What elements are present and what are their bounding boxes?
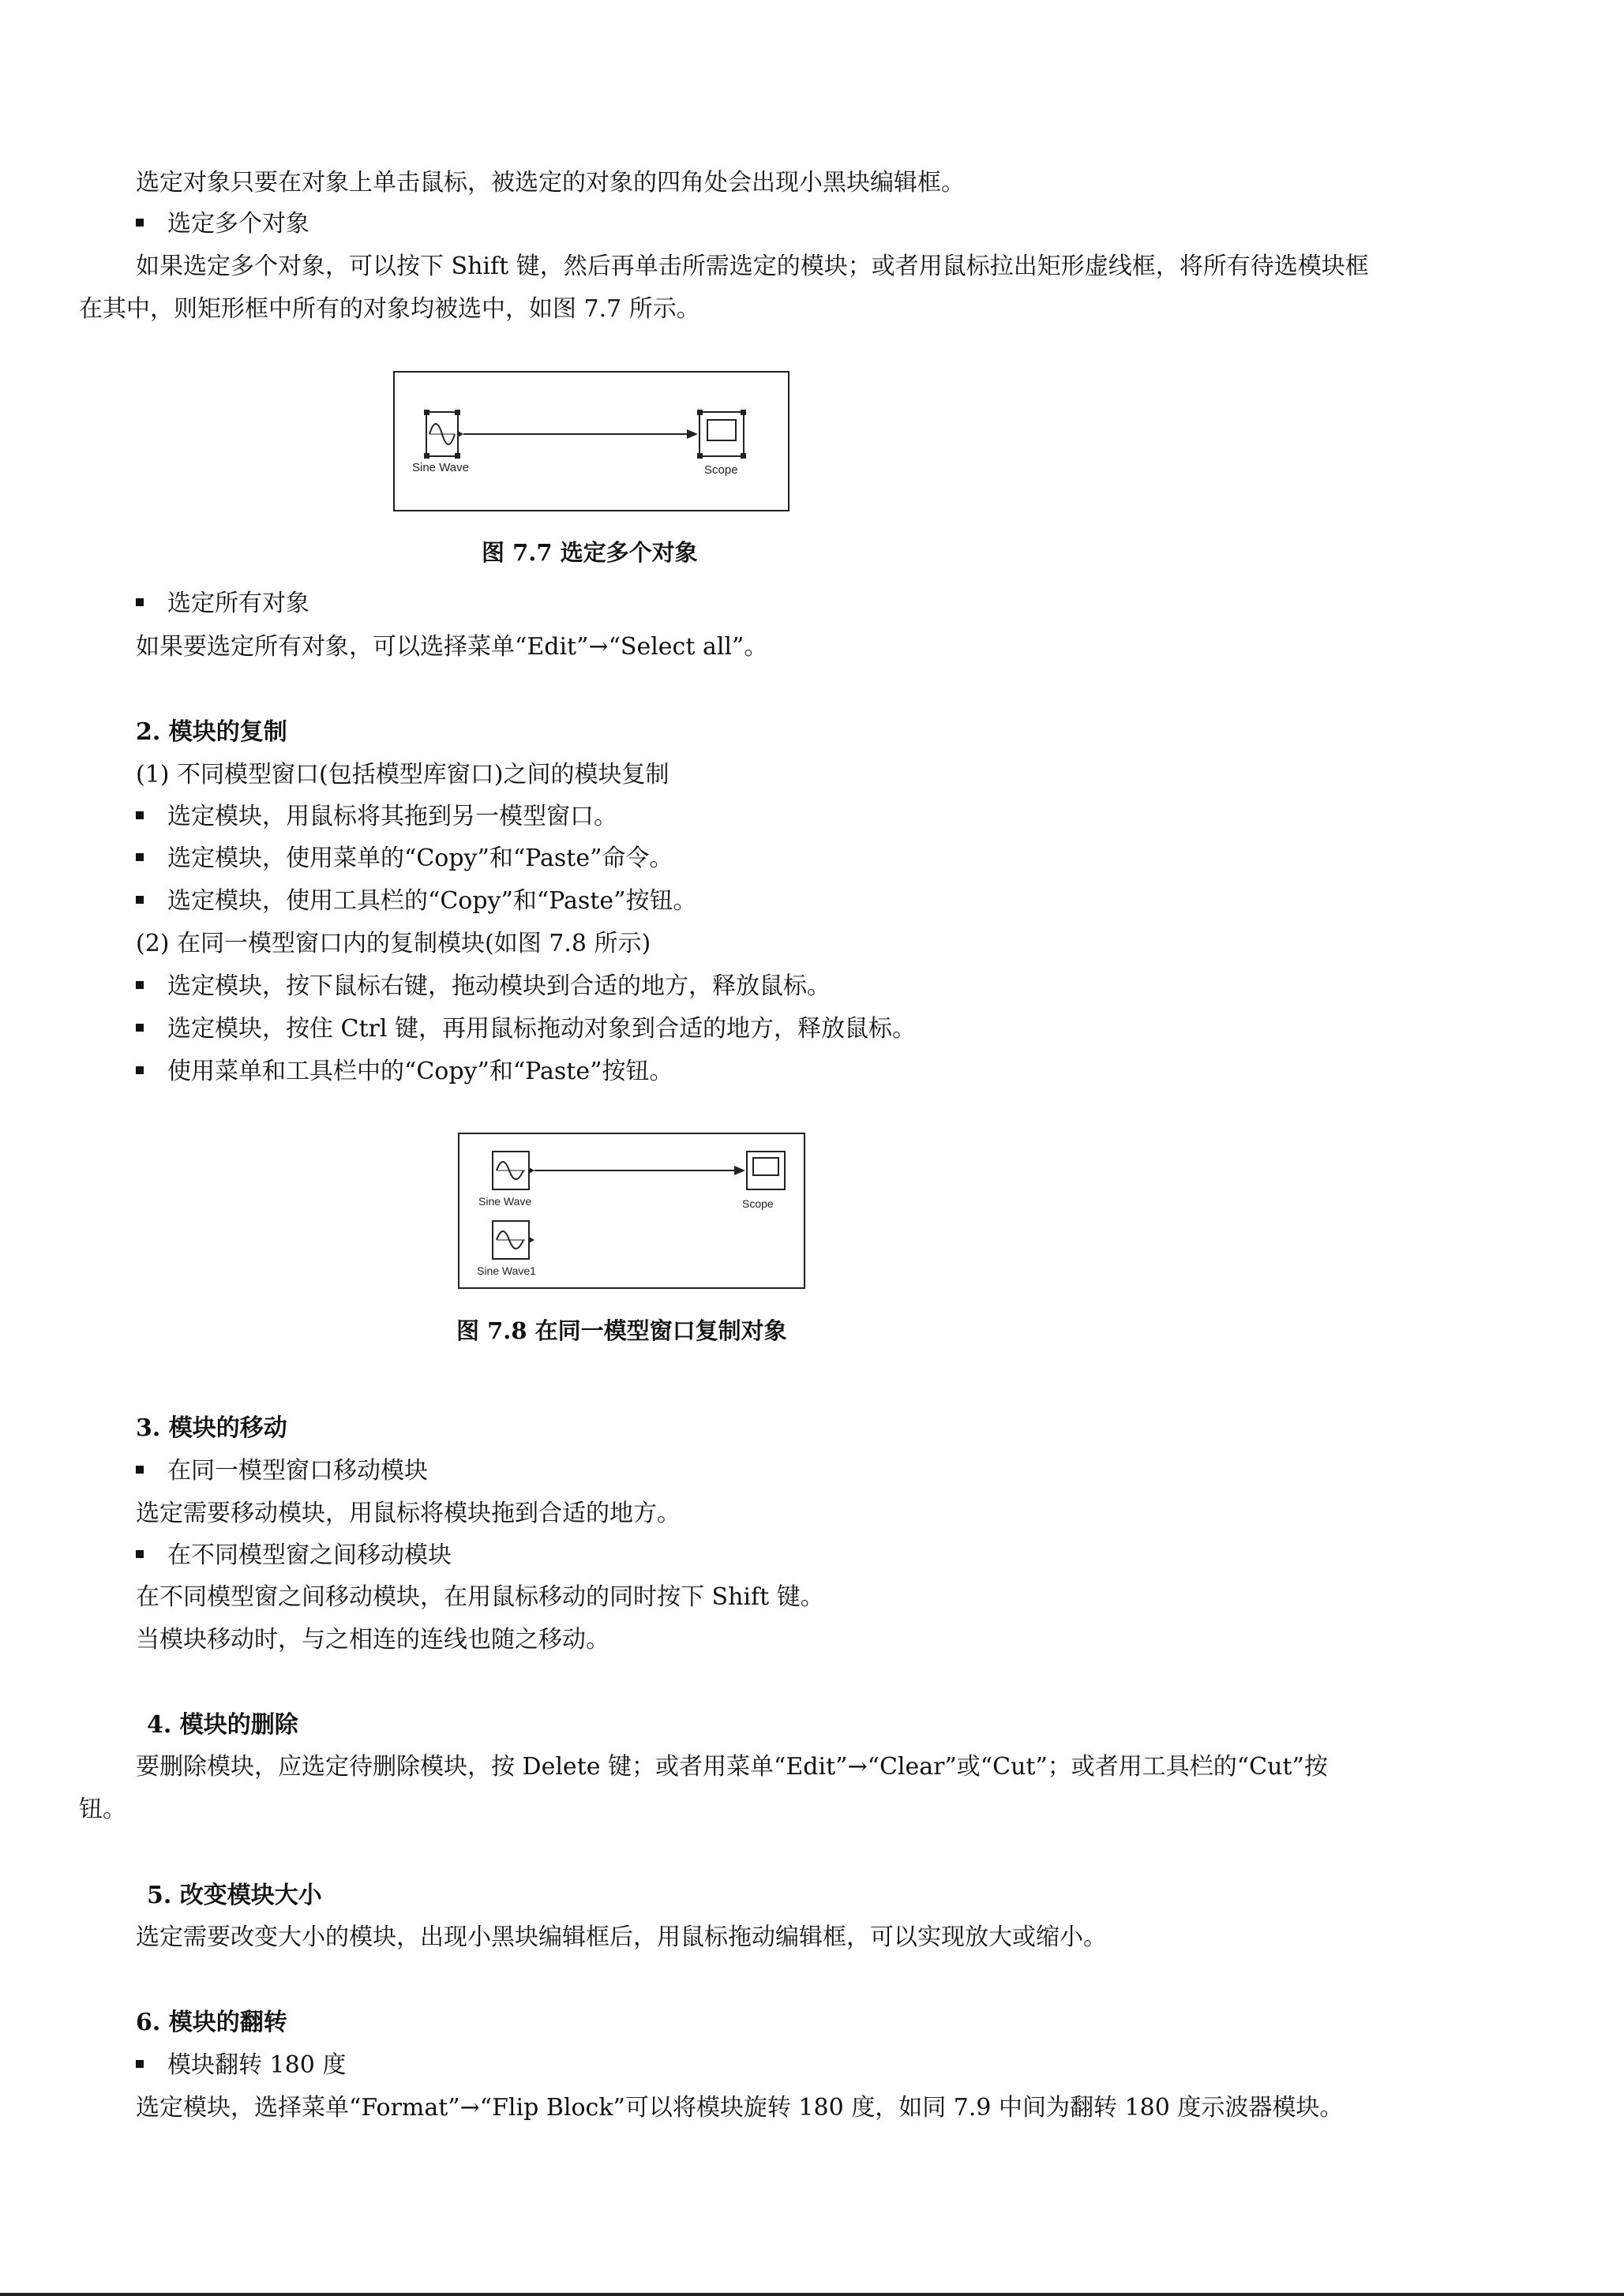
bullet-icon xyxy=(136,219,144,227)
selection-handle xyxy=(455,453,460,459)
scope-icon xyxy=(753,1158,778,1175)
paragraph-line: 要删除模块，应选定待删除模块，按 Delete 键；或者用菜单“Edit”→“Clear”或“Cut”；或者用工具栏的“Cut”按 xyxy=(136,1753,1328,1781)
bullet-item xyxy=(136,1013,916,1045)
bullet-icon xyxy=(136,2060,144,2068)
bullet-icon xyxy=(136,896,144,904)
paragraph-line: 当模块移动时，与之相连的连线也随之移动。 xyxy=(136,1626,609,1654)
selection-handle xyxy=(424,410,429,415)
bullet-icon xyxy=(136,1466,144,1474)
paragraph-line: 选定需要移动模块，用鼠标将模块拖到合适的地方。 xyxy=(136,1500,681,1527)
bullet-item xyxy=(136,1455,428,1487)
scope-label: Scope xyxy=(742,1197,774,1210)
bullet-text: 选定所有对象 xyxy=(167,590,309,617)
section-heading: 3. 模块的移动 xyxy=(136,1414,287,1442)
bullet-text: 在同一模型窗口移动模块 xyxy=(167,1457,428,1485)
scope-block xyxy=(699,412,744,456)
selection-handle xyxy=(424,453,429,459)
bullet-icon xyxy=(136,598,144,606)
bullet-item xyxy=(136,886,696,917)
scope-label: Scope xyxy=(704,463,738,477)
bullet-text: 选定多个对象 xyxy=(167,210,309,238)
bullet-text: 使用菜单和工具栏中的“Copy”和“Paste”按钮。 xyxy=(167,1058,673,1085)
paragraph-line: 选定需要改变大小的模块，出现小黑块编辑框后，用鼠标拖动编辑框，可以实现放大或缩小。 xyxy=(136,1923,1107,1951)
paragraph-line: 钮。 xyxy=(79,1796,126,1823)
figure-7-7-diagram xyxy=(395,373,791,513)
paragraph-line: 选定模块，选择菜单“Format”→“Flip Block”可以将模块旋转 180 度，如同 7.9 中间为翻转 180 度示波器模块。 xyxy=(136,2094,1344,2122)
paragraph-line: 在其中，则矩形框中所有的对象均被选中，如图 7.7 所示。 xyxy=(79,295,700,323)
bullet-icon xyxy=(136,981,144,989)
page-bottom-rule xyxy=(0,2293,1624,2296)
arrow-head xyxy=(687,429,698,439)
bullet-icon xyxy=(136,853,144,861)
section-heading: 6. 模块的翻转 xyxy=(136,2009,287,2036)
bullet-item xyxy=(136,971,831,1002)
bullet-text: 选定模块，按住 Ctrl 键，再用鼠标拖动对象到合适的地方，释放鼠标。 xyxy=(167,1015,917,1043)
bullet-icon xyxy=(136,1024,144,1032)
bullet-item xyxy=(136,843,673,875)
paragraph-line: 如果要选定所有对象，可以选择菜单“Edit”→“Select all”。 xyxy=(136,633,768,661)
output-port xyxy=(529,1237,534,1243)
figure-7-8-diagram xyxy=(459,1134,807,1290)
selection-handle xyxy=(741,453,746,459)
bullet-item xyxy=(136,1540,452,1571)
paragraph-line: 选定对象只要在对象上单击鼠标，被选定的对象的四角处会出现小黑块编辑框。 xyxy=(136,169,965,197)
selection-handle xyxy=(455,410,460,415)
figure-7-7 xyxy=(393,371,789,511)
bullet-text: 模块翻转 180 度 xyxy=(167,2051,347,2079)
section-heading: 2. 模块的复制 xyxy=(136,718,287,746)
figure-caption: 图 7.7 选定多个对象 xyxy=(482,539,698,566)
paragraph-line: (2) 在同一模型窗口内的复制模块(如图 7.8 所示) xyxy=(136,930,651,957)
bullet-text: 选定模块，使用菜单的“Copy”和“Paste”命令。 xyxy=(167,845,673,872)
selection-handle xyxy=(697,453,703,459)
paragraph-line: 如果选定多个对象，可以按下 Shift 键，然后再单击所需选定的模块；或者用鼠标拉出矩形虚线框，将所有待选模块框 xyxy=(136,253,1369,280)
bullet-icon xyxy=(136,1550,144,1558)
bullet-item xyxy=(136,588,309,620)
figure-caption: 图 7.8 在同一模型窗口复制对象 xyxy=(456,1317,787,1344)
bullet-text: 选定模块，用鼠标将其拖到另一模型窗口。 xyxy=(167,803,617,830)
output-port xyxy=(458,431,463,437)
bullet-text: 选定模块，按下鼠标右键，拖动模块到合适的地方，释放鼠标。 xyxy=(167,972,831,1000)
sine-wave-label: Sine Wave xyxy=(412,461,469,474)
bullet-icon xyxy=(136,811,144,819)
paragraph-line: 在不同模型窗之间移动模块，在用鼠标移动的同时按下 Shift 键。 xyxy=(136,1583,824,1611)
paragraph-line: (1) 不同模型窗口(包括模型库窗口)之间的模块复制 xyxy=(136,761,669,788)
sine-wave-label: Sine Wave xyxy=(478,1195,532,1208)
bullet-text: 在不同模型窗之间移动模块 xyxy=(167,1541,452,1569)
arrow-head xyxy=(734,1166,745,1175)
section-heading: 5. 改变模块大小 xyxy=(147,1882,322,1909)
bullet-item xyxy=(136,1056,673,1088)
section-heading: 4. 模块的删除 xyxy=(147,1711,298,1739)
selection-handle xyxy=(741,410,746,415)
output-port xyxy=(529,1167,534,1174)
bullet-item xyxy=(136,801,617,833)
bullet-item xyxy=(136,2050,346,2081)
scope-icon xyxy=(707,420,736,440)
bullet-text: 选定模块，使用工具栏的“Copy”和“Paste”按钮。 xyxy=(167,887,697,915)
bullet-icon xyxy=(136,1066,144,1074)
sine-wave1-label: Sine Wave1 xyxy=(477,1264,536,1277)
bullet-item xyxy=(136,208,309,240)
selection-handle xyxy=(697,410,703,415)
figure-7-8 xyxy=(458,1133,805,1289)
